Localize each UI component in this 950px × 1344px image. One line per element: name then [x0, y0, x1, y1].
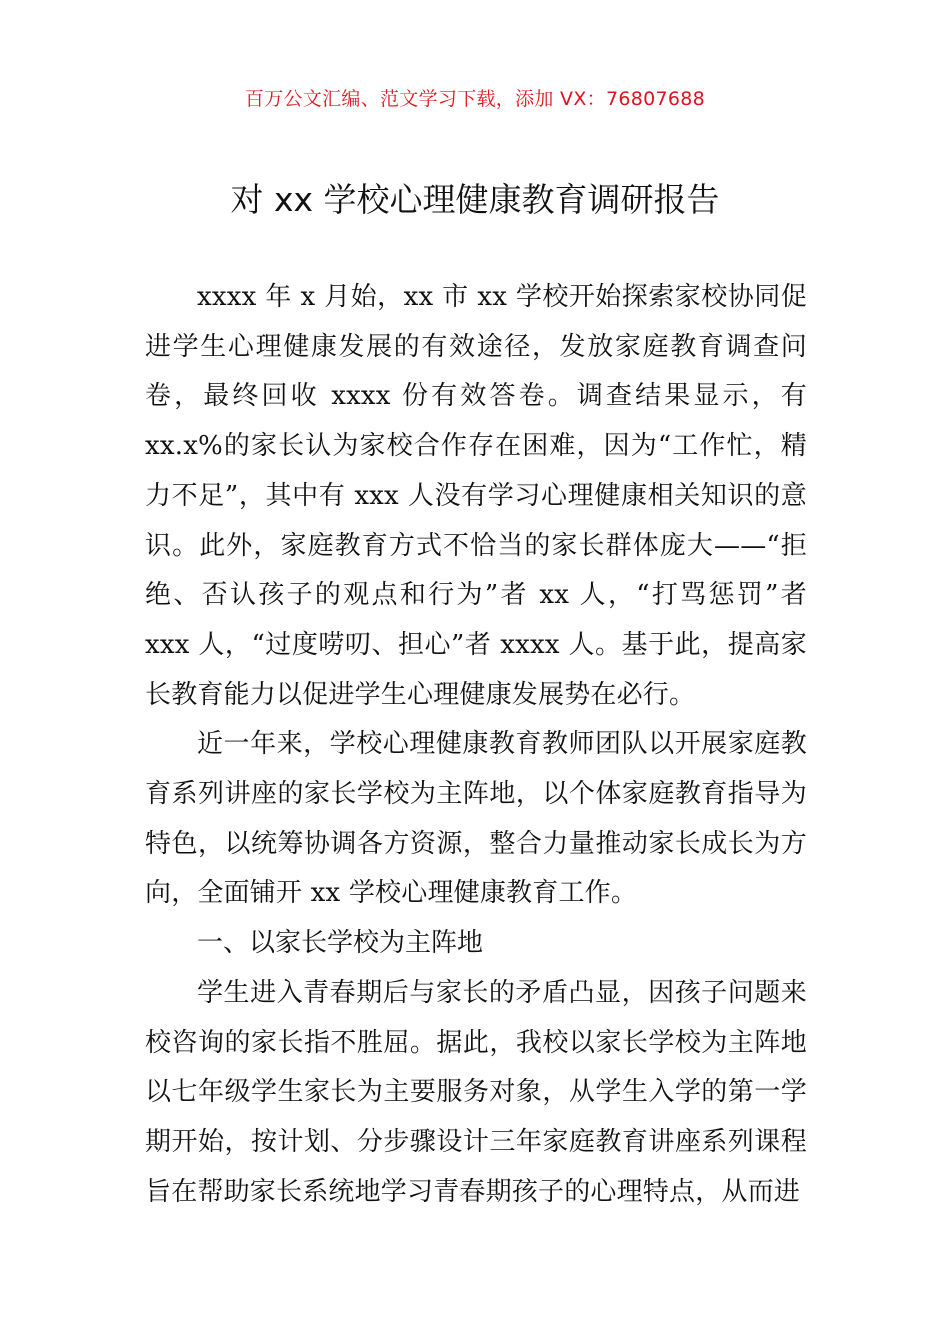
- section-heading: 一、以家长学校为主阵地: [197, 928, 484, 959]
- document-title: 对 xx 学校心理健康教育调研报告: [230, 180, 720, 219]
- document-body: [145, 273, 807, 1217]
- paragraph-overview: 近一年来，学校心理健康教育教师团队以开展家庭教育系列讲座的家长学校为主阵地，以个体家庭教育指导为特色，以统筹协调各方资源，整合力量推动家长成长为方向，全面铺开 xx 学校心理健康教育工作。: [145, 729, 807, 909]
- paragraph-section-one: 学生进入青春期后与家长的矛盾凸显，因孩子问题来校咨询的家长指不胜屈。据此，我校以家长学校为主阵地以七年级学生家长为主要服务对象，从学生入学的第一学期开始，按计划、分步骤设计三年家庭教育讲座系列课程旨在帮助家长系统地学习青春期孩子的心理特点，从而进: [145, 977, 807, 1207]
- paragraph-survey: xxxx 年 x 月始，xx 市 xx 学校开始探索家校协同促进学生心理健康发展的有效途径，发放家庭教育调查问卷，最终回收 xxxx 份有效答卷。调查结果显示，有 xx.x%的家长认为家校合作存在困难，因为“工作忙，精力不足”，其中有 xxx 人没有学习心理健康相关知识的意识。此外，家庭教育方式不恰当的家长群体庞大——“拒绝、否认孩子的观点和行为”者 xx 人，“打骂惩罚”者 xxx 人，“过度唠叨、担心”者 xxxx 人。基于此，提高家长教育能力以促进学生心理健康发展势在必行。: [145, 282, 807, 710]
- header-banner: 百万公文汇编、范文学习下载，添加 VX：76807688: [244, 88, 706, 110]
